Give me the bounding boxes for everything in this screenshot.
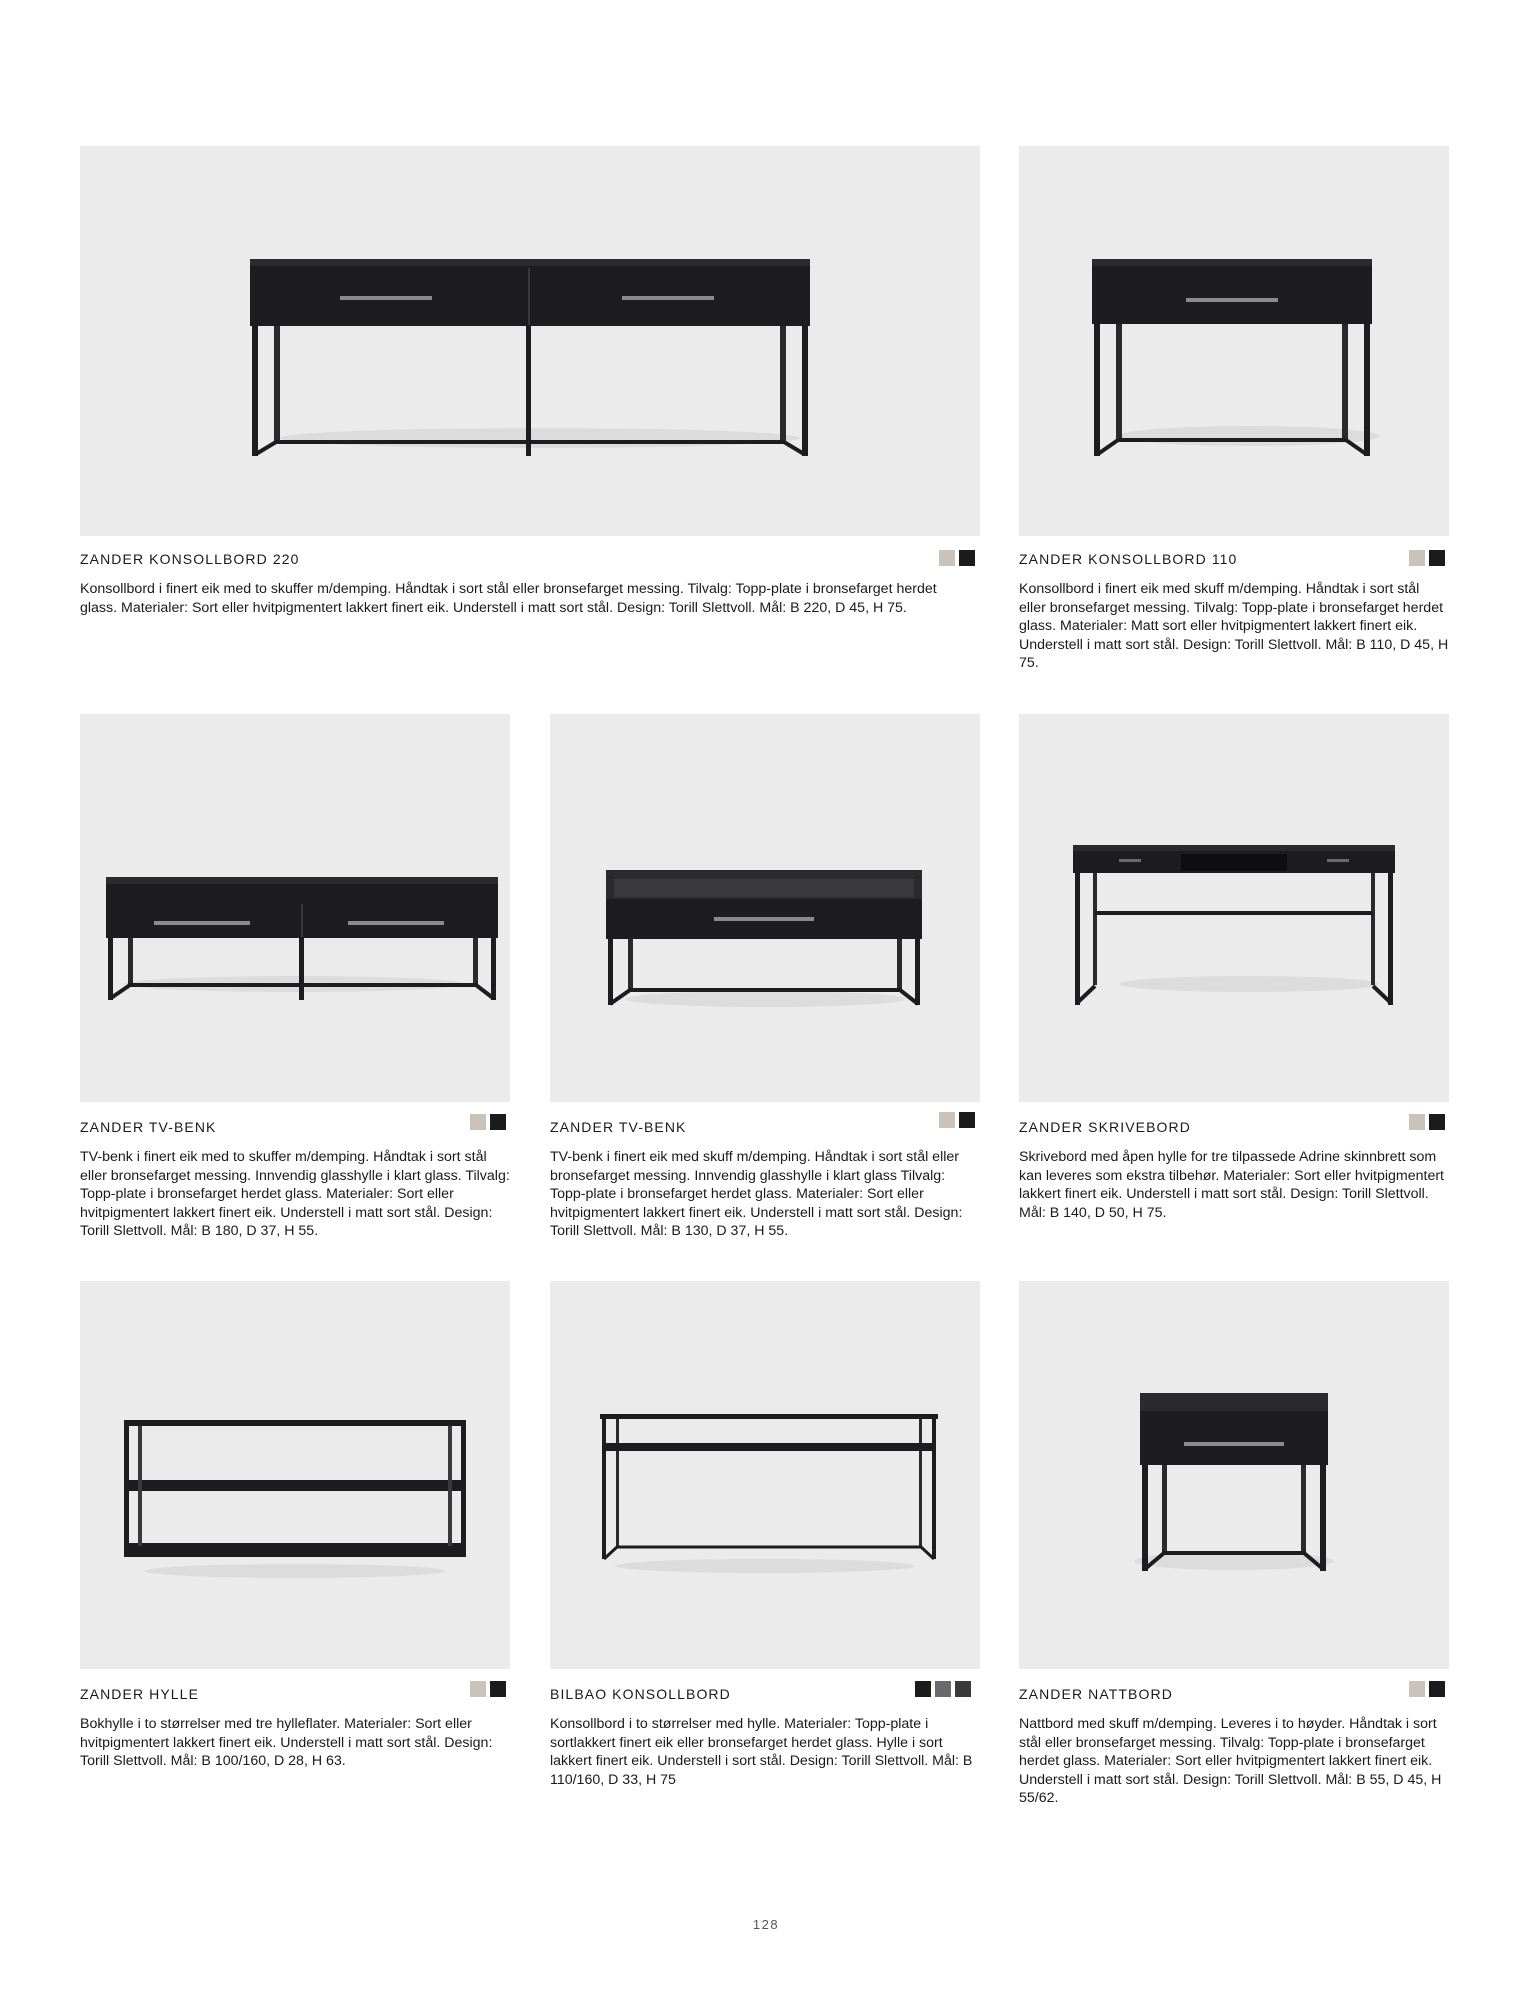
product-title: ZANDER KONSOLLBORD 110 (1019, 551, 1238, 567)
product-photo (1019, 146, 1449, 536)
product-photo (80, 146, 980, 536)
product-title: BILBAO KONSOLLBORD (550, 1686, 731, 1702)
product-photo (80, 714, 510, 1102)
color-swatches (915, 1681, 971, 1697)
product-description: Konsollbord i to størrelser med hylle. Materialer: Topp-plate i sortlakkert finert eik eller bronsefarget herdet glass. Hylle i sort lakkert finert eik. Understell i sort stål. Design: Torill Slettvoll. Mål: B 110/160, D 33, H 75 (550, 1716, 973, 1788)
swatch-dark[interactable] (490, 1681, 506, 1697)
product-title: ZANDER NATTBORD (1019, 1686, 1173, 1702)
product-photo (80, 1281, 510, 1669)
swatch-light[interactable] (939, 550, 955, 566)
console-table-one-drawer-image (1019, 146, 1449, 536)
product-title: ZANDER TV-BENK (550, 1119, 687, 1135)
swatch-light[interactable] (470, 1114, 486, 1130)
product-description: Nattbord med skuff m/demping. Leveres i to høyder. Håndtak i sort stål eller bronsefarget messing. Tilvalg: Topp-plate i bronsefarget herdet glass. Materialer: Sort eller hvitpigmentert lakkert finert eik. Understell i matt sort stål. Design: Torill Slettvoll. Mål: B 55, D 45, H 55/62. (1019, 1716, 1442, 1806)
swatch-dark[interactable] (959, 550, 975, 566)
product-photo (550, 1281, 980, 1669)
bookshelf-image (80, 1281, 510, 1669)
product-title: ZANDER SKRIVEBORD (1019, 1119, 1191, 1135)
swatch-light[interactable] (1409, 1114, 1425, 1130)
color-swatches (939, 550, 975, 566)
swatch-light[interactable] (939, 1112, 955, 1128)
product-title: ZANDER HYLLE (80, 1686, 200, 1702)
product-title: ZANDER TV-BENK (80, 1119, 217, 1135)
product-photo (1019, 714, 1449, 1102)
swatch-dark[interactable] (1429, 1681, 1445, 1697)
swatch-black[interactable] (915, 1681, 931, 1697)
swatch-dark[interactable] (1429, 1114, 1445, 1130)
product-description: TV-benk i finert eik med skuff m/demping. Håndtak i sort stål eller bronsefarget messing. Innvendig glasshylle i klart glass Tilvalg: Topp-plate i bronsefarget herdet glass. Materialer: Sort eller hvitpigmentert lakkert finert eik. Understell i matt sort stål. Design: Torill Slettvoll. Mål: B 130, D 37, H 55. (550, 1149, 963, 1239)
color-swatches (470, 1681, 506, 1697)
product-title: ZANDER KONSOLLBORD 220 (80, 551, 300, 567)
product-description: Konsollbord i finert eik med skuff m/demping. Håndtak i sort stål eller bronsefarget messing. Tilvalg: Topp-plate i bronsefarget herdet glass. Materialer: Matt sort eller hvitpigmentert lakkert finert eik. Understell i matt sort stål. Design: Torill Slettvoll. Mål: B 110, D 45, H 75. (1019, 581, 1449, 671)
tv-bench-one-drawer-image (550, 714, 980, 1102)
page-number: 128 (752, 1917, 780, 1932)
product-description: Bokhylle i to størrelser med tre hylleflater. Materialer: Sort eller hvitpigmentert lakkert finert eik. Understell i matt sort stål. Design: Torill Slettvoll. Mål: B 100/160, D 28, H 63. (80, 1716, 493, 1769)
tv-bench-two-drawers-image (80, 714, 510, 1102)
writing-desk-image (1019, 714, 1449, 1102)
color-swatches (1409, 1114, 1445, 1130)
color-swatches (1409, 550, 1445, 566)
swatch-light[interactable] (1409, 550, 1425, 566)
swatch-grey-dark[interactable] (955, 1681, 971, 1697)
color-swatches (1409, 1681, 1445, 1697)
swatch-light[interactable] (470, 1681, 486, 1697)
nightstand-image (1019, 1281, 1449, 1669)
product-description: Konsollbord i finert eik med to skuffer m/demping. Håndtak i sort stål eller bronsefarget messing. Tilvalg: Topp-plate i bronsefarget herdet glass. Materialer: Sort eller hvitpigmentert lakkert finert eik. Understell i matt sort stål. Design: Torill Slettvoll. Mål: B 220, D 45, H 75. (80, 581, 937, 616)
color-swatches (939, 1112, 975, 1128)
product-photo (1019, 1281, 1449, 1669)
swatch-dark[interactable] (1429, 550, 1445, 566)
product-description: TV-benk i finert eik med to skuffer m/demping. Håndtak i sort stål eller bronsefarget messing. Innvendig glasshylle i klart glass. Tilvalg: Topp-plate i bronsefarget herdet glass. Materialer: Sort eller hvitpigmentert lakkert finert eik. Understell i matt sort stål. Design: Torill Slettvoll. Mål: B 180, D 37, H 55. (80, 1149, 510, 1239)
color-swatches (470, 1114, 506, 1130)
swatch-dark[interactable] (959, 1112, 975, 1128)
swatch-dark[interactable] (490, 1114, 506, 1130)
console-table-with-shelf-image (550, 1281, 980, 1669)
swatch-grey-mid[interactable] (935, 1681, 951, 1697)
swatch-light[interactable] (1409, 1681, 1425, 1697)
product-photo (550, 714, 980, 1102)
product-description: Skrivebord med åpen hylle for tre tilpassede Adrine skinnbrett som kan leveres som ekstra tilbehør. Materialer: Sort eller hvitpigmentert lakkert finert eik. Understell i matt sort stål. Design: Torill Slettvoll. Mål: B 140, D 50, H 75. (1019, 1149, 1445, 1221)
console-table-two-drawers-image (80, 146, 980, 536)
